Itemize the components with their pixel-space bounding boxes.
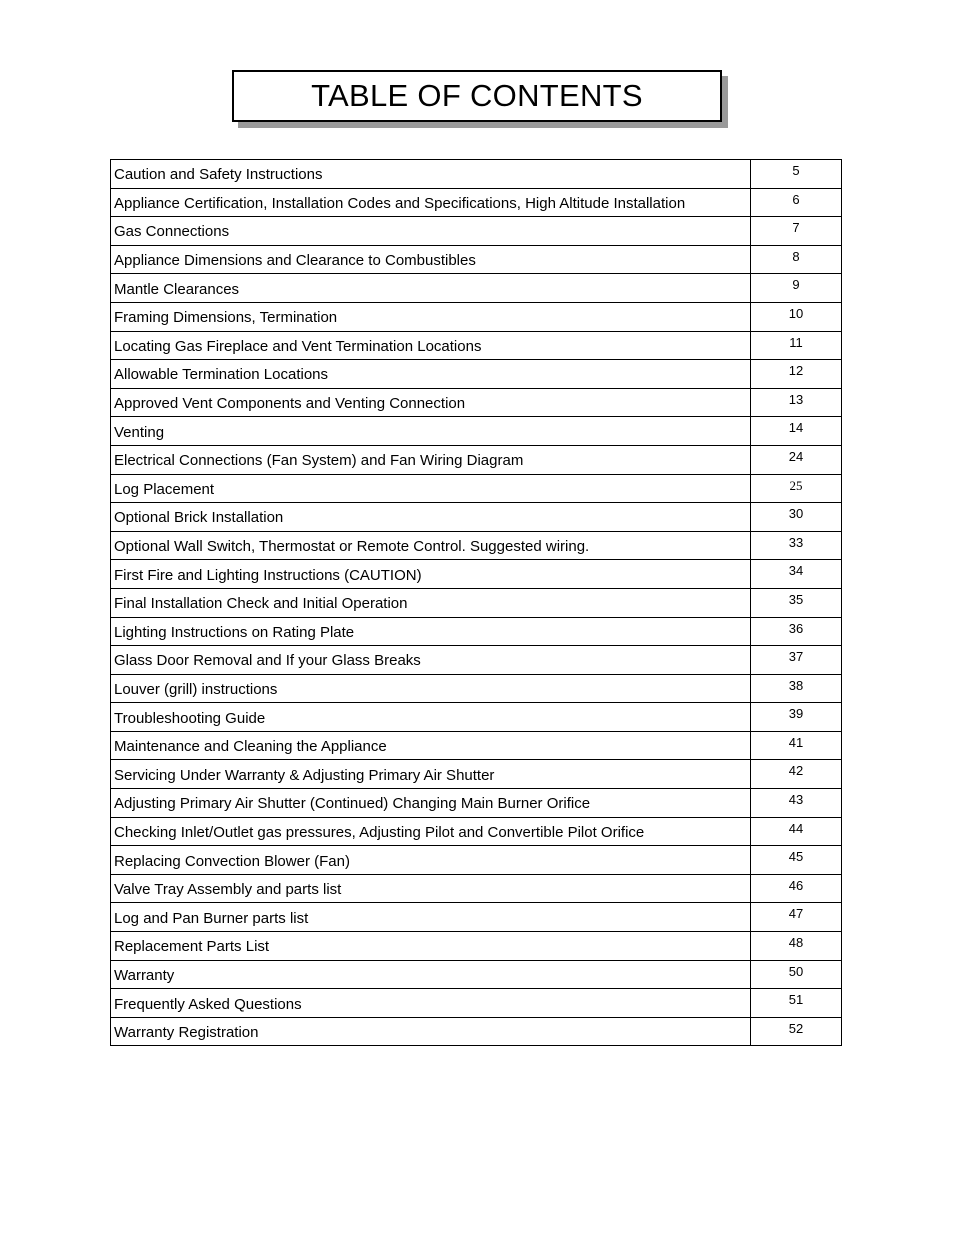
toc-entry-page[interactable]: 39 (751, 703, 842, 732)
toc-row[interactable] (111, 960, 842, 989)
toc-entry-title[interactable]: Log and Pan Burner parts list (111, 903, 751, 932)
toc-entry-page[interactable]: 47 (751, 903, 842, 932)
toc-row[interactable] (111, 445, 842, 474)
toc-entry-title[interactable]: Locating Gas Fireplace and Vent Termination Locations (111, 331, 751, 360)
toc-entry-title[interactable]: Lighting Instructions on Rating Plate (111, 617, 751, 646)
toc-entry-title[interactable]: Final Installation Check and Initial Operation (111, 588, 751, 617)
toc-entry-page[interactable]: 24 (751, 445, 842, 474)
toc-entry-title[interactable]: Adjusting Primary Air Shutter (Continued) Changing Main Burner Orifice (111, 789, 751, 818)
toc-row[interactable] (111, 560, 842, 589)
toc-entry-title[interactable]: Optional Wall Switch, Thermostat or Remote Control. Suggested wiring. (111, 531, 751, 560)
toc-entry-page[interactable]: 38 (751, 674, 842, 703)
toc-row[interactable] (111, 674, 842, 703)
toc-entry-title[interactable]: Glass Door Removal and If your Glass Breaks (111, 646, 751, 675)
toc-entry-page[interactable]: 9 (751, 274, 842, 303)
toc-entry-page[interactable]: 14 (751, 417, 842, 446)
toc-row[interactable] (111, 245, 842, 274)
toc-entry-page[interactable]: 8 (751, 245, 842, 274)
toc-entry-page[interactable]: 13 (751, 388, 842, 417)
toc-row[interactable] (111, 932, 842, 961)
toc-entry-title[interactable]: Servicing Under Warranty & Adjusting Primary Air Shutter (111, 760, 751, 789)
toc-row[interactable] (111, 360, 842, 389)
toc-entry-page[interactable]: 6 (751, 188, 842, 217)
toc-entry-page[interactable]: 52 (751, 1017, 842, 1046)
toc-entry-title[interactable]: Framing Dimensions, Termination (111, 302, 751, 331)
toc-entry-title[interactable]: Appliance Dimensions and Clearance to Combustibles (111, 245, 751, 274)
toc-entry-page[interactable]: 33 (751, 531, 842, 560)
toc-entry-title[interactable]: Mantle Clearances (111, 274, 751, 303)
toc-entry-title[interactable]: Frequently Asked Questions (111, 989, 751, 1018)
toc-body (111, 160, 842, 1046)
toc-entry-page[interactable]: 5 (751, 160, 842, 189)
toc-entry-title[interactable]: Checking Inlet/Outlet gas pressures, Adjusting Pilot and Convertible Pilot Orifice (111, 817, 751, 846)
toc-entry-page[interactable]: 51 (751, 989, 842, 1018)
toc-entry-page[interactable]: 34 (751, 560, 842, 589)
toc-row[interactable] (111, 874, 842, 903)
toc-entry-page[interactable]: 45 (751, 846, 842, 875)
toc-entry-title[interactable]: Caution and Safety Instructions (111, 160, 751, 189)
toc-entry-page[interactable]: 37 (751, 646, 842, 675)
toc-entry-page[interactable]: 10 (751, 302, 842, 331)
toc-entry-page[interactable]: 7 (751, 217, 842, 246)
toc-row[interactable] (111, 1017, 842, 1046)
toc-entry-title[interactable]: Optional Brick Installation (111, 503, 751, 532)
toc-entry-title[interactable]: Log Placement (111, 474, 751, 503)
toc-row[interactable] (111, 474, 842, 503)
toc-table (110, 159, 842, 1046)
toc-entry-page[interactable]: 46 (751, 874, 842, 903)
toc-entry-title[interactable]: Replacement Parts List (111, 932, 751, 961)
toc-entry-page[interactable]: 42 (751, 760, 842, 789)
toc-entry-page[interactable]: 44 (751, 817, 842, 846)
toc-entry-page[interactable]: 25 (751, 474, 842, 503)
toc-row[interactable] (111, 646, 842, 675)
toc-entry-title[interactable]: Approved Vent Components and Venting Connection (111, 388, 751, 417)
toc-entry-title[interactable]: Maintenance and Cleaning the Appliance (111, 731, 751, 760)
toc-entry-title[interactable]: Warranty Registration (111, 1017, 751, 1046)
toc-entry-page[interactable]: 11 (751, 331, 842, 360)
toc-row[interactable] (111, 731, 842, 760)
page-title: TABLE OF CONTENTS (232, 70, 722, 122)
toc-entry-page[interactable]: 12 (751, 360, 842, 389)
toc-entry-title[interactable]: First Fire and Lighting Instructions (CAUTION) (111, 560, 751, 589)
toc-row[interactable] (111, 531, 842, 560)
toc-entry-page[interactable]: 43 (751, 789, 842, 818)
toc-entry-title[interactable]: Allowable Termination Locations (111, 360, 751, 389)
toc-row[interactable] (111, 817, 842, 846)
toc-row[interactable] (111, 703, 842, 732)
toc-row[interactable] (111, 388, 842, 417)
toc-row[interactable] (111, 846, 842, 875)
toc-entry-page[interactable]: 48 (751, 932, 842, 961)
toc-row[interactable] (111, 160, 842, 189)
toc-row[interactable] (111, 588, 842, 617)
toc-entry-page[interactable]: 30 (751, 503, 842, 532)
toc-entry-title[interactable]: Louver (grill) instructions (111, 674, 751, 703)
toc-row[interactable] (111, 188, 842, 217)
toc-row[interactable] (111, 417, 842, 446)
toc-entry-page[interactable]: 50 (751, 960, 842, 989)
toc-entry-title[interactable]: Warranty (111, 960, 751, 989)
toc-entry-page[interactable]: 36 (751, 617, 842, 646)
toc-row[interactable] (111, 760, 842, 789)
toc-row[interactable] (111, 331, 842, 360)
toc-entry-title[interactable]: Venting (111, 417, 751, 446)
toc-row[interactable] (111, 274, 842, 303)
toc-heading-box (232, 70, 722, 122)
toc-entry-title[interactable]: Troubleshooting Guide (111, 703, 751, 732)
toc-entry-title[interactable]: Appliance Certification, Installation Codes and Specifications, High Altitude Installation (111, 188, 751, 217)
toc-entry-title[interactable]: Replacing Convection Blower (Fan) (111, 846, 751, 875)
toc-entry-page[interactable]: 41 (751, 731, 842, 760)
toc-row[interactable] (111, 617, 842, 646)
toc-entry-title[interactable]: Electrical Connections (Fan System) and Fan Wiring Diagram (111, 445, 751, 474)
toc-row[interactable] (111, 217, 842, 246)
toc-row[interactable] (111, 989, 842, 1018)
toc-row[interactable] (111, 503, 842, 532)
toc-entry-page[interactable]: 35 (751, 588, 842, 617)
toc-entry-title[interactable]: Gas Connections (111, 217, 751, 246)
toc-row[interactable] (111, 903, 842, 932)
toc-row[interactable] (111, 789, 842, 818)
toc-row[interactable] (111, 302, 842, 331)
toc-entry-title[interactable]: Valve Tray Assembly and parts list (111, 874, 751, 903)
